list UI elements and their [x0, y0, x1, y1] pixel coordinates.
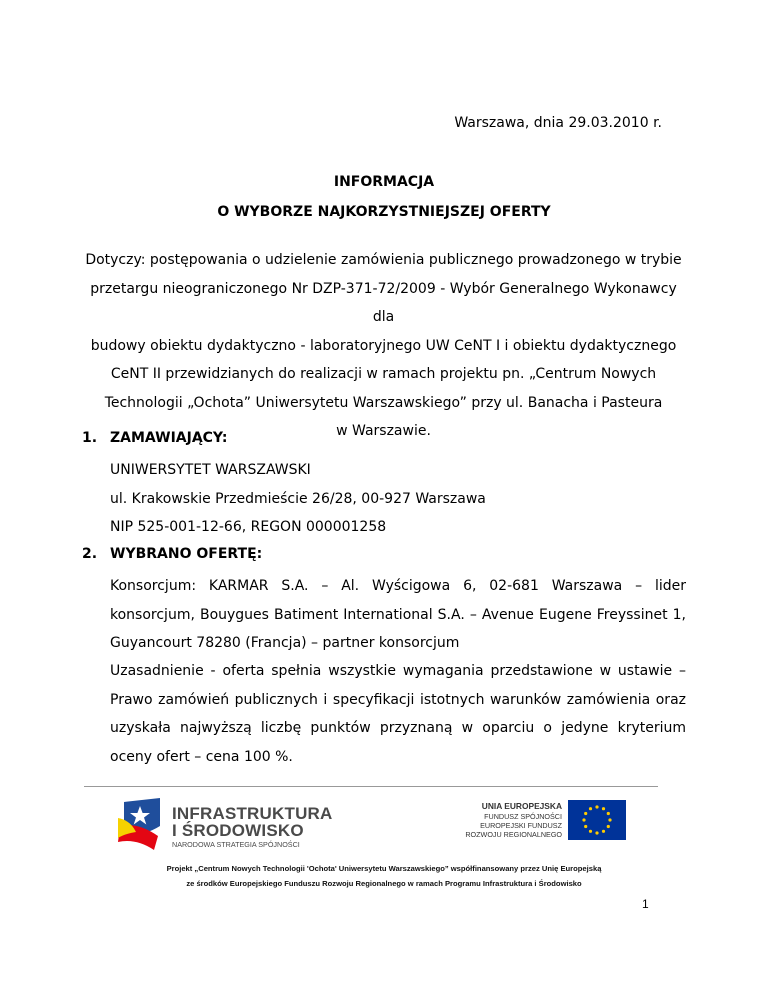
- eu-logo: [450, 800, 626, 842]
- logo-text-srodowisko: I ŚRODOWISKO: [172, 821, 304, 840]
- eu-text-union: UNIA EUROPEJSKA: [481, 801, 562, 811]
- section-title: ZAMAWIAJĄCY:: [110, 430, 228, 446]
- eu-text-cohesion-fund: FUNDUSZ SPÓJNOŚCI: [484, 812, 562, 821]
- logo-text-strategy: NARODOWA STRATEGIA SPÓJNOŚCI: [172, 840, 300, 849]
- footer-divider: [84, 786, 658, 787]
- document-date: Warszawa, dnia 29.03.2010 r.: [454, 115, 662, 131]
- subject-line: Dotyczy: postępowania o udzielenie zamówienia publicznego prowadzonego w trybie: [85, 252, 682, 268]
- subject-line: budowy obiektu dydaktyczno - laboratoryjnego UW CeNT I i obiektu dydaktycznego: [90, 337, 677, 354]
- section-heading-contracting-authority: [82, 430, 227, 446]
- section-heading-selected-offer: [82, 546, 262, 562]
- subject-line: przetargu nieograniczonego Nr DZP-371-72/2009 - Wybór Generalnego Wykonawcy dla: [90, 280, 677, 325]
- justification-paragraph: Uzasadnienie - oferta spełnia wszystkie wymagania przedstawione w ustawie – Prawo zamówień publicznych i specyfikacji istotnych warunków zamówienia oraz uzyskała najwyższą liczbę punktów przyznaną w oparciu o jedyne kryterium oceny ofert – cena 100 %.: [110, 663, 686, 765]
- eu-text-regional-fund: EUROPEJSKI FUNDUSZ: [480, 821, 562, 830]
- logo-text-infrastruktura: INFRASTRUKTURA: [172, 804, 333, 823]
- subject-line: w Warszawie.: [336, 423, 431, 439]
- section-number: 1.: [82, 430, 98, 446]
- subject-line: Technologii „Ochota” Uniwersytetu Warszawskiego” przy ul. Banacha i Pasteura: [104, 394, 663, 411]
- document-title: INFORMACJA: [333, 174, 435, 190]
- selected-offer-paragraph: Konsorcjum: KARMAR S.A. – Al. Wyścigowa 6, 02-681 Warszawa – lider konsorcjum, Bouygues Batiment International S.A. – Avenue Eugene Freyssinet 1, Guyancourt 78280 (Francja) – partner konsorcjum: [110, 578, 686, 651]
- infrastruktura-flag-icon: [114, 796, 166, 852]
- contracting-authority-details: [110, 456, 686, 542]
- footer-cofinancing-note: Projekt „Centrum Nowych Technologii 'Ochota' Uniwersytetu Warszawskiego” współfinansowany przez Unię Europejską: [166, 864, 602, 873]
- authority-address: ul. Krakowskie Przedmieście 26/28, 00-927 Warszawa: [110, 490, 486, 507]
- page-number: 1: [642, 897, 649, 911]
- section-number: 2.: [82, 546, 98, 562]
- subject-line: CeNT II przewidzianych do realizacji w ramach projektu pn. „Centrum Nowych: [110, 366, 657, 382]
- eu-text-regional-development: ROZWOJU REGIONALNEGO: [465, 830, 562, 839]
- footer-program-note: ze środków Europejskiego Funduszu Rozwoju Regionalnego w ramach Programu Infrastruktura i Środowisko: [186, 879, 582, 888]
- infrastruktura-logo: [114, 796, 354, 852]
- authority-tax-ids: NIP 525-001-12-66, REGON 000001258: [110, 519, 387, 535]
- subject-paragraph: [82, 246, 685, 446]
- section-title: WYBRANO OFERTĘ:: [110, 546, 263, 562]
- eu-flag-icon: [568, 800, 626, 840]
- authority-name: UNIWERSYTET WARSZAWSKI: [110, 462, 311, 478]
- document-subtitle: O WYBORZE NAJKORZYSTNIEJSZEJ OFERTY: [217, 204, 551, 220]
